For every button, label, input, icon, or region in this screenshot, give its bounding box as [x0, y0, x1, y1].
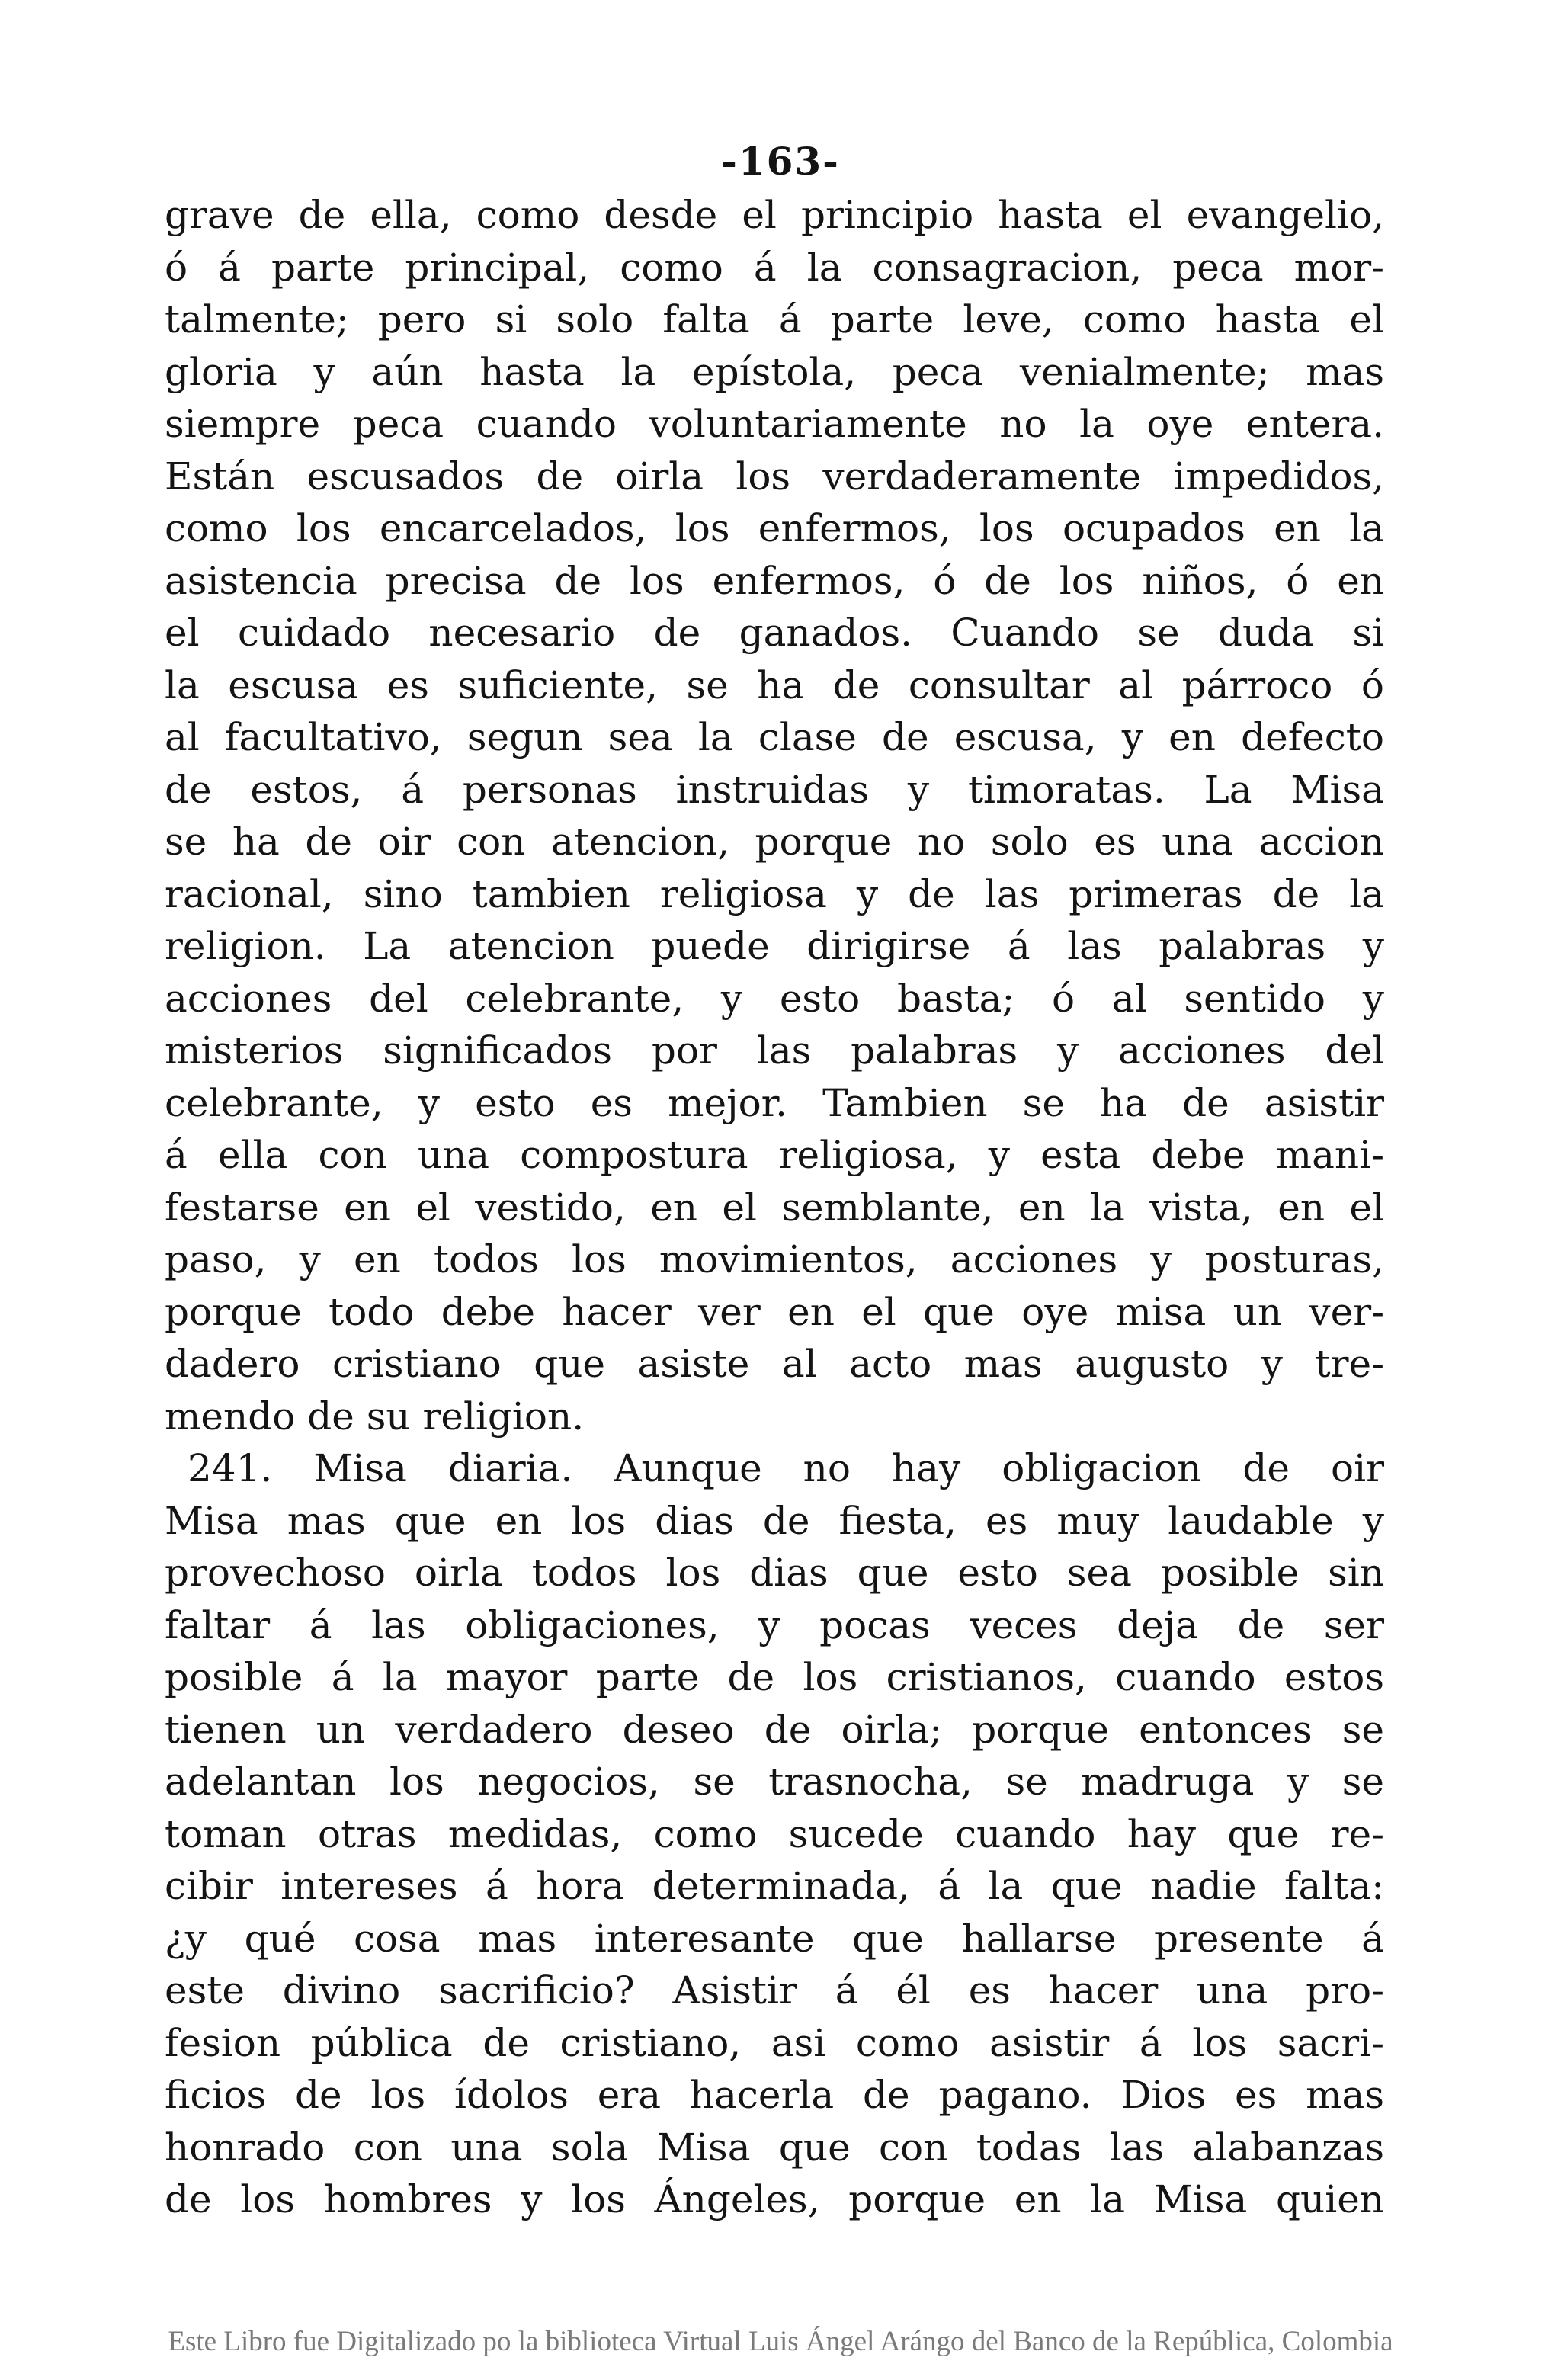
- text-line: Están escusados de oirla los verdaderamente impedidos,: [165, 454, 1384, 499]
- text-line: toman otras medidas, como sucede cuando hay que re-: [165, 1811, 1384, 1856]
- text-line: celebrante, y esto es mejor. Tambien se ha de asistir: [165, 1080, 1384, 1125]
- text-line: faltar á las obligaciones, y pocas veces deja de ser: [165, 1602, 1384, 1647]
- text-line: ó á parte principal, como á la consagracion, peca mor-: [165, 245, 1384, 290]
- text-line: gloria y aún hasta la epístola, peca venialmente; mas: [165, 349, 1384, 394]
- text-line: misterios significados por las palabras y acciones del: [165, 1028, 1384, 1073]
- text-line: festarse en el vestido, en el semblante, en la vista, en el: [165, 1185, 1384, 1230]
- text-line: religion. La atencion puede dirigirse á las palabras y: [165, 924, 1384, 968]
- text-line: adelantan los negocios, se trasnocha, se madruga y se: [165, 1759, 1384, 1804]
- text-line: grave de ella, como desde el principio hasta el evangelio,: [165, 193, 1384, 237]
- text-line: honrado con una sola Misa que con todas las alabanzas: [165, 2125, 1384, 2170]
- text-line: talmente; pero si solo falta á parte leve, como hasta el: [165, 297, 1384, 342]
- text-line: mendo de su religion.: [165, 1394, 585, 1439]
- text-line: se ha de oir con atencion, porque no solo es una accion: [165, 820, 1384, 864]
- digitization-footer: Este Libro fue Digitalizado po la biblioteca Virtual Luis Ángel Arángo del Banco de la República, Colombia: [168, 2326, 1393, 2357]
- text-line: al facultativo, segun sea la clase de escusa, y en defecto: [165, 715, 1384, 759]
- text-line: provechoso oirla todos los dias que esto sea posible sin: [165, 1551, 1384, 1595]
- text-line: porque todo debe hacer ver en el que oye misa un ver-: [165, 1289, 1384, 1334]
- text-line: cibir intereses á hora determinada, á la que nadie falta:: [165, 1864, 1384, 1908]
- text-line: siempre peca cuando voluntariamente no la oye entera.: [165, 402, 1384, 446]
- text-line: á ella con una compostura religiosa, y esta debe mani-: [165, 1133, 1384, 1177]
- text-line: asistencia precisa de los enfermos, ó de los niños, ó en: [165, 558, 1384, 603]
- text-line: este divino sacrificio? Asistir á él es hacer una pro-: [165, 1968, 1384, 2013]
- text-line: acciones del celebrante, y esto basta; ó al sentido y: [165, 976, 1384, 1021]
- text-line-section-241: 241. Misa diaria. Aunque no hay obligacion de oir: [188, 1446, 1384, 1490]
- text-line: como los encarcelados, los enfermos, los ocupados en la: [165, 506, 1384, 550]
- text-line: la escusa es suficiente, se ha de consultar al párroco ó: [165, 662, 1384, 707]
- text-line: fesion pública de cristiano, asi como asistir á los sacri-: [165, 2020, 1384, 2065]
- page-number: -163-: [721, 139, 840, 184]
- text-line: racional, sino tambien religiosa y de las primeras de la: [165, 871, 1384, 916]
- text-line: Misa mas que en los dias de fiesta, es muy laudable y: [165, 1498, 1384, 1543]
- text-line: ¿y qué cosa mas interesante que hallarse presente á: [165, 1916, 1384, 1961]
- text-line: de estos, á personas instruidas y timoratas. La Misa: [165, 767, 1384, 812]
- text-line: dadero cristiano que asiste al acto mas augusto y tre-: [165, 1342, 1384, 1386]
- text-line: posible á la mayor parte de los cristianos, cuando estos: [165, 1655, 1384, 1699]
- text-line: ficios de los ídolos era hacerla de pagano. Dios es mas: [165, 2073, 1384, 2117]
- text-line: tienen un verdadero deseo de oirla; porque entonces se: [165, 1707, 1384, 1752]
- text-line: paso, y en todos los movimientos, acciones y posturas,: [165, 1237, 1384, 1281]
- body-text: [165, 189, 1384, 2226]
- text-line: el cuidado necesario de ganados. Cuando se duda si: [165, 611, 1384, 655]
- text-line: de los hombres y los Ángeles, porque en la Misa quien: [165, 2177, 1384, 2221]
